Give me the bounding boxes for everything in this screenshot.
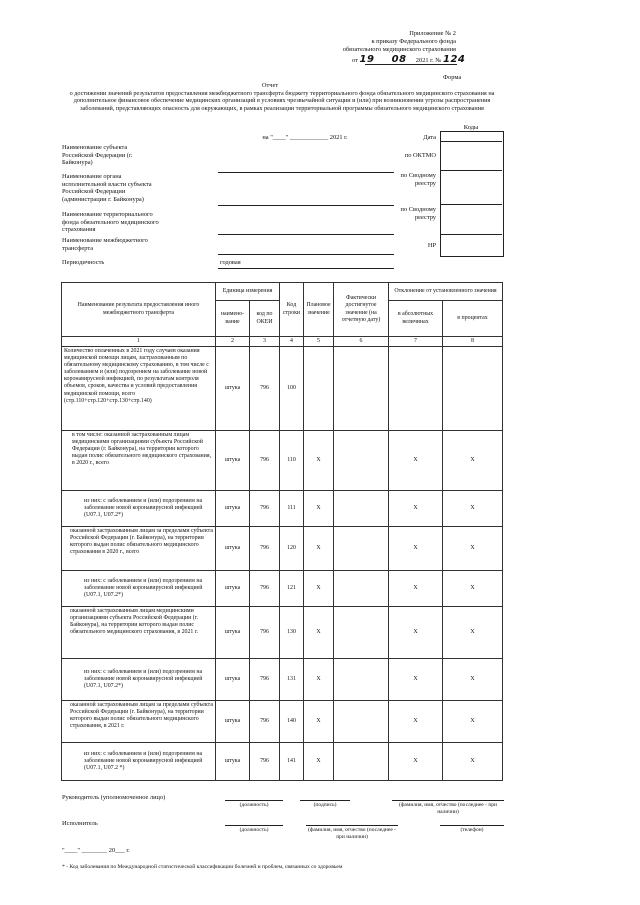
row-name: из них: с заболеванием и (или) подозрением на заболевание новой коронавирусной инфекцией (U07.1, U07.2*) [62, 571, 216, 607]
row-unit: штука [216, 347, 250, 431]
table-row [62, 607, 503, 659]
header-deviation: Отклонение от установленного значения [389, 283, 503, 301]
row-code: 100 [280, 347, 304, 431]
row-name: Количество оплаченных в 2021 году случаев оказания медицинской помощи лицам, застрахованным по обязательному медицинскому страхованию, в том числе с заболеванием и (или) подозрением на заболевание новой коронавирусной инфекцией, по результатам контроля объемов, сроков, качества и условий предоставления медицинской помощи, всего (стр.110+стр.120+стр.130+стр.140) [62, 347, 216, 431]
col-number: 4 [280, 337, 304, 347]
head-fio-caption: (фамилия, имя, отчество (последнее - при наличии) [399, 802, 497, 815]
field-tfoms-line [218, 234, 394, 235]
head-signature-caption: (подпись) [313, 802, 337, 808]
row-unit: штука [216, 491, 250, 527]
row-plan: X [304, 701, 334, 743]
date-year: 2021 г. № [415, 57, 442, 64]
row-fact [334, 527, 389, 571]
field-tfoms-label: Наименование территориального фонда обязательного медицинского страхования [62, 211, 159, 234]
appendix-line1: к приказу Федерального фонда [371, 38, 456, 45]
row-pct [443, 347, 503, 431]
codes-divider [440, 170, 502, 171]
field-executive-label: Наименование органа исполнительной власти субъекта Российской Федерации (администрации г. Байконура) [62, 173, 152, 204]
row-pct: X [443, 659, 503, 701]
appendix-line2: обязательного медицинского страхования [342, 46, 456, 53]
row-plan: X [304, 743, 334, 781]
footnote: * - Код заболевания по Международной статистической классификации болезней и проблем, связанных со здоровьем [62, 864, 343, 870]
row-code: 120 [280, 527, 304, 571]
executor-fio-line [306, 825, 398, 826]
table-row [62, 491, 503, 527]
header-result-name: Наименование результата предоставления иного межбюджетного трансферта [62, 283, 216, 337]
executor-label: Исполнитель [62, 820, 98, 827]
table-row [62, 701, 503, 743]
row-okei: 796 [250, 701, 280, 743]
row-okei: 796 [250, 347, 280, 431]
row-okei: 796 [250, 491, 280, 527]
table-row [62, 347, 503, 431]
appendix-title: Приложение № 2 [409, 30, 456, 37]
head-position-caption: (должность) [239, 802, 269, 808]
periodicity-line [218, 268, 394, 269]
code-label-date: Дата [423, 134, 436, 141]
row-okei: 796 [250, 431, 280, 491]
row-name: оказанной застрахованным лицам медицинскими организациями субъекта Российской Федерации (г. Байконура), на территории которого выдан полис обязательного медицинского страхования, в 2021 г. [62, 607, 216, 659]
row-plan: X [304, 571, 334, 607]
row-pct: X [443, 491, 503, 527]
code-label-svod2: по Сводному реестру [400, 206, 436, 221]
row-unit: штука [216, 431, 250, 491]
codes-divider [440, 204, 502, 205]
row-pct: X [443, 571, 503, 607]
row-unit: штука [216, 607, 250, 659]
row-abs: X [389, 431, 443, 491]
header-unit-code: код по ОКЕИ [250, 301, 280, 337]
col-number: 2 [216, 337, 250, 347]
periodicity-value: годовая [220, 259, 241, 266]
row-plan: X [304, 431, 334, 491]
row-pct: X [443, 431, 503, 491]
row-pct: X [443, 743, 503, 781]
row-pct: X [443, 607, 503, 659]
row-name: в том числе: оказанной застрахованным лицам медицинскими организациями субъекта Российской Федерации (г. Байконура), на территории которого выдан полис обязательного медицинского страхования, в 2020 г., всего [62, 431, 216, 491]
col-number: 3 [250, 337, 280, 347]
date-prefix: от [352, 57, 358, 64]
head-signature-line [300, 800, 350, 801]
row-code: 111 [280, 491, 304, 527]
head-fio-line [392, 800, 504, 801]
signature-date-line: "____" ________ 20___ г. [62, 847, 130, 854]
row-abs: X [389, 607, 443, 659]
row-abs: X [389, 701, 443, 743]
codes-divider [440, 234, 502, 235]
form-label: Форма [443, 74, 462, 81]
row-plan: X [304, 491, 334, 527]
row-okei: 796 [250, 571, 280, 607]
field-subject-line [218, 172, 394, 173]
row-okei: 796 [250, 607, 280, 659]
row-fact [334, 659, 389, 701]
order-number: 124 [442, 54, 466, 65]
report-title: Отчет [261, 82, 279, 89]
row-abs: X [389, 571, 443, 607]
row-code: 140 [280, 701, 304, 743]
table-row [62, 571, 503, 607]
row-abs: X [389, 491, 443, 527]
codes-divider [440, 141, 502, 142]
row-fact [334, 701, 389, 743]
header-row-code: Код строки [280, 283, 304, 337]
row-name: из них: с заболеванием и (или) подозрением на заболевание новой коронавирусной инфекцией (U07.1, U07.2 *) [62, 743, 216, 781]
header-unit-name: наимено-вание [216, 301, 250, 337]
row-okei: 796 [250, 743, 280, 781]
code-label-nr: НР [427, 242, 436, 249]
field-subject-label: Наименование субъекта Российской Федерации (г. Байконура) [62, 144, 133, 167]
executor-position-line [225, 825, 283, 826]
row-abs: X [389, 527, 443, 571]
row-abs [389, 347, 443, 431]
codes-box [440, 131, 504, 257]
row-plan: X [304, 527, 334, 571]
report-description: о достижении значений результатов предоставления межбюджетного трансферта бюджету территориального фонда обязательного медицинского страхования на дополнительное финансовое обеспечение медицинских организаций в условиях чрезвычайной ситуации и (или) при возникновении угрозы распространения заболеваний, представляющих опасность для окружающих, в рамках реализации территориальной программы обязательного медицинского страхования [69, 90, 495, 112]
executor-position-caption: (должность) [239, 827, 269, 833]
row-abs: X [389, 743, 443, 781]
row-name: оказанной застрахованным лицам за пределами субъекта Российской Федерации (г. Байконура), на территории которого выдан полис обязательного медицинского страхования, в 2021 г. [62, 701, 216, 743]
col-number: 6 [334, 337, 389, 347]
date-underline [365, 64, 457, 65]
results-table [61, 282, 503, 781]
header-unit: Единица измерения [216, 283, 280, 301]
row-pct: X [443, 527, 503, 571]
row-code: 131 [280, 659, 304, 701]
row-code: 110 [280, 431, 304, 491]
head-label: Руководитель (уполномоченное лицо) [62, 794, 166, 801]
row-unit: штука [216, 701, 250, 743]
table-row [62, 431, 503, 491]
table-row [62, 743, 503, 781]
report-date-line: на "____" ____________ 2021 г. [262, 134, 348, 141]
row-okei: 796 [250, 527, 280, 571]
header-dev-abs: в абсолютных величинах [389, 301, 443, 337]
codes-header: Коды [463, 124, 479, 131]
row-name: оказанной застрахованным лицам за пределами субъекта Российской Федерации (г. Байконура), на территории которого выдан полис обязательного медицинского страхования в 2020 г., всего [62, 527, 216, 571]
date-day: 19 [359, 54, 375, 65]
row-plan: X [304, 607, 334, 659]
col-number: 7 [389, 337, 443, 347]
row-fact [334, 347, 389, 431]
executor-phone-caption: (телефон) [460, 827, 484, 833]
row-plan [304, 347, 334, 431]
executor-phone-line [440, 825, 504, 826]
executor-fio-caption: (фамилия, имя, отчество (последнее - при наличии) [308, 827, 396, 840]
row-fact [334, 431, 389, 491]
row-pct: X [443, 701, 503, 743]
row-unit: штука [216, 659, 250, 701]
code-label-svod1: по Сводному реестру [400, 172, 436, 187]
row-fact [334, 491, 389, 527]
row-fact [334, 743, 389, 781]
col-number: 8 [443, 337, 503, 347]
row-code: 130 [280, 607, 304, 659]
col-number: 1 [62, 337, 216, 347]
field-executive-line [218, 205, 394, 206]
header-planned: Плановое значение [304, 283, 334, 337]
field-transfer-label: Наименование межбюджетного трансферта [62, 237, 148, 252]
row-fact [334, 571, 389, 607]
row-code: 141 [280, 743, 304, 781]
row-unit: штука [216, 571, 250, 607]
col-number: 5 [304, 337, 334, 347]
table-row [62, 659, 503, 701]
row-name: из них: с заболеванием и (или) подозрением на заболевание новой коронавирусной инфекцией (U07.1, U07.2*) [62, 491, 216, 527]
header-actual: Фактически достигнутое значение (на отчетную дату) [334, 283, 389, 337]
row-plan: X [304, 659, 334, 701]
header-dev-pct: в процентах [443, 301, 503, 337]
field-transfer-line [218, 254, 394, 255]
table-row [62, 527, 503, 571]
row-unit: штука [216, 527, 250, 571]
row-name: из них: с заболеванием и (или) подозрением на заболевание новой коронавирусной инфекцией (U07.1, U07.2*) [62, 659, 216, 701]
row-fact [334, 607, 389, 659]
head-position-line [225, 800, 283, 801]
code-label-oktmo: по ОКТМО [404, 152, 436, 159]
row-code: 121 [280, 571, 304, 607]
periodicity-label: Периодичность [62, 259, 105, 266]
row-okei: 796 [250, 659, 280, 701]
date-month: 08 [391, 54, 407, 65]
row-abs: X [389, 659, 443, 701]
row-unit: штука [216, 743, 250, 781]
